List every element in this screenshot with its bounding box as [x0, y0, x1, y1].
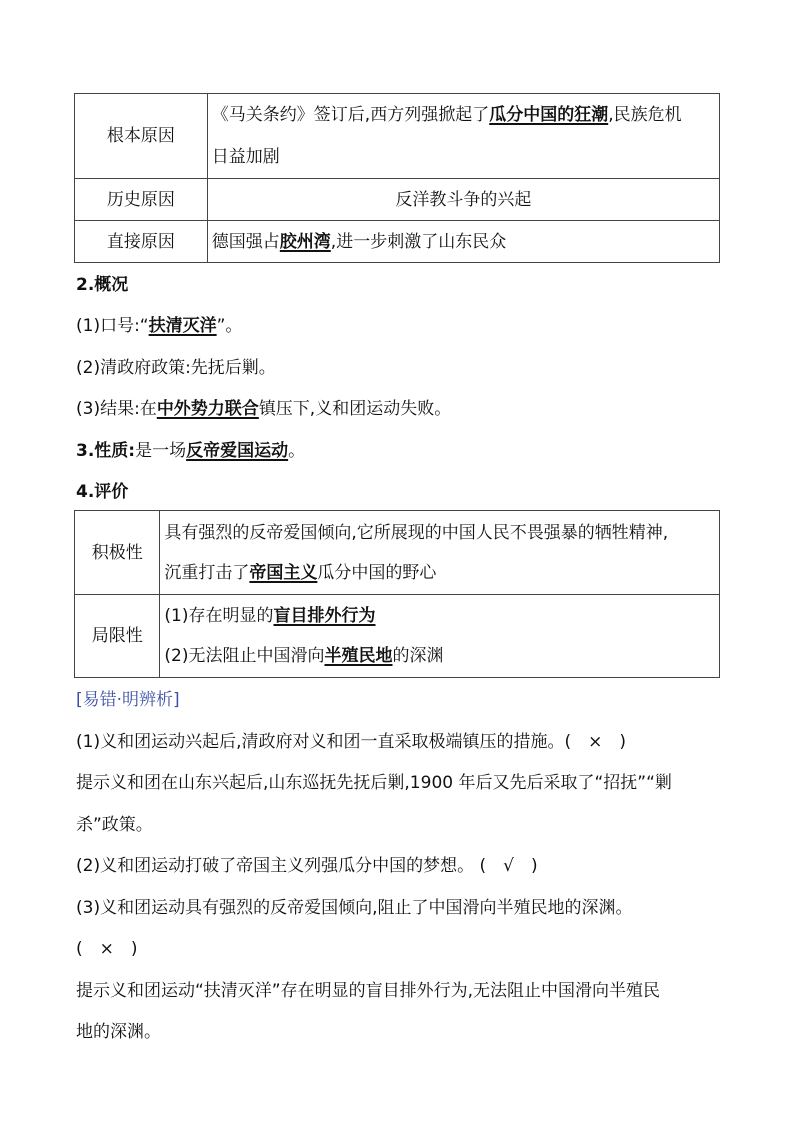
text-segment: 。: [288, 441, 306, 461]
key-term: 盲目排外行为: [273, 606, 376, 626]
causes-table: [74, 93, 720, 263]
key-term: 胶州湾: [279, 231, 331, 252]
row-content: 反洋教斗争的兴起: [207, 179, 719, 221]
policy-line: (2)清政府政策:先抚后剿。: [76, 358, 276, 378]
text-segment: 具有强烈的反帝爱国倾向,它所展现的中国人民不畏强暴的牺牲精神,: [164, 522, 669, 543]
row-label: 局限性: [75, 595, 160, 678]
question-2: (2)义和团运动打破了帝国主义列强瓜分中国的梦想。 ( √ ): [76, 856, 538, 876]
text-segment: 日益加剧: [211, 147, 280, 167]
table-row: [75, 179, 720, 221]
text-segment: 是一场: [135, 441, 187, 461]
hint-3-line-2: 地的深渊。: [76, 1022, 161, 1042]
text-segment: 德国强占: [211, 231, 280, 252]
question-3-line-1: (3)义和团运动具有强烈的反帝爱国倾向,阻止了中国滑向半殖民地的深渊。: [76, 898, 633, 918]
row-content: [207, 94, 719, 179]
nature-line: [76, 439, 305, 463]
table-row: [75, 94, 720, 179]
table-row: [75, 511, 720, 595]
row-label: 积极性: [75, 511, 160, 595]
question-1: (1)义和团运动兴起后,清政府对义和团一直采取极端镇压的措施。( × ): [76, 732, 626, 752]
key-term: 扶清灭洋: [148, 316, 217, 336]
row-label: 根本原因: [75, 94, 208, 179]
notes-header: [易错·明辨析]: [76, 690, 180, 710]
result-line: [76, 397, 451, 421]
section-heading: 3.性质:: [76, 441, 136, 461]
hint-3-line-1: 提示义和团运动“扶清灭洋”存在明显的盲目排外行为,无法阻止中国滑向半殖民: [76, 981, 661, 1001]
key-term: 帝国主义: [249, 562, 318, 583]
row-label: 直接原因: [75, 221, 208, 263]
key-term: 瓜分中国的狂潮: [489, 105, 609, 125]
hint-1-line-1: 提示义和团在山东兴起后,山东巡抚先抚后剿,1900 年后又先后采取了“招抚”“剿: [76, 773, 672, 793]
text-segment: 的深渊: [392, 646, 444, 666]
text-segment: (3)结果:在: [76, 399, 157, 419]
row-content: [160, 511, 720, 595]
section-heading: 2.概况: [76, 275, 129, 295]
key-term: 中外势力联合: [156, 399, 259, 419]
section-heading: 4.评价: [76, 482, 129, 502]
table-row: [75, 595, 720, 678]
text-segment: 瓜分中国的野心: [317, 562, 437, 583]
key-term: 反帝爱国运动: [186, 441, 289, 461]
row-content: [207, 221, 719, 263]
text-segment: (2)无法阻止中国滑向: [164, 646, 325, 666]
evaluation-table: [74, 510, 720, 678]
text-segment: (1)存在明显的: [164, 606, 274, 626]
text-segment: (1)口号:“: [76, 316, 149, 336]
text-segment: 《马关条约》签订后,西方列强掀起了: [211, 105, 490, 125]
text-segment: ”。: [216, 316, 243, 336]
hint-1-line-2: 杀”政策。: [76, 815, 153, 835]
table-row: [75, 221, 720, 263]
row-content: [160, 595, 720, 678]
question-3-line-2: ( × ): [76, 939, 138, 959]
key-term: 半殖民地: [324, 646, 393, 666]
slogan-line: [76, 314, 242, 338]
text-segment: 沉重打击了: [164, 562, 250, 583]
row-label: 历史原因: [75, 179, 208, 221]
text-segment: ,民族危机: [608, 105, 682, 125]
text-segment: 镇压下,义和团运动失败。: [258, 399, 452, 419]
text-segment: ,进一步刺激了山东民众: [330, 231, 507, 252]
